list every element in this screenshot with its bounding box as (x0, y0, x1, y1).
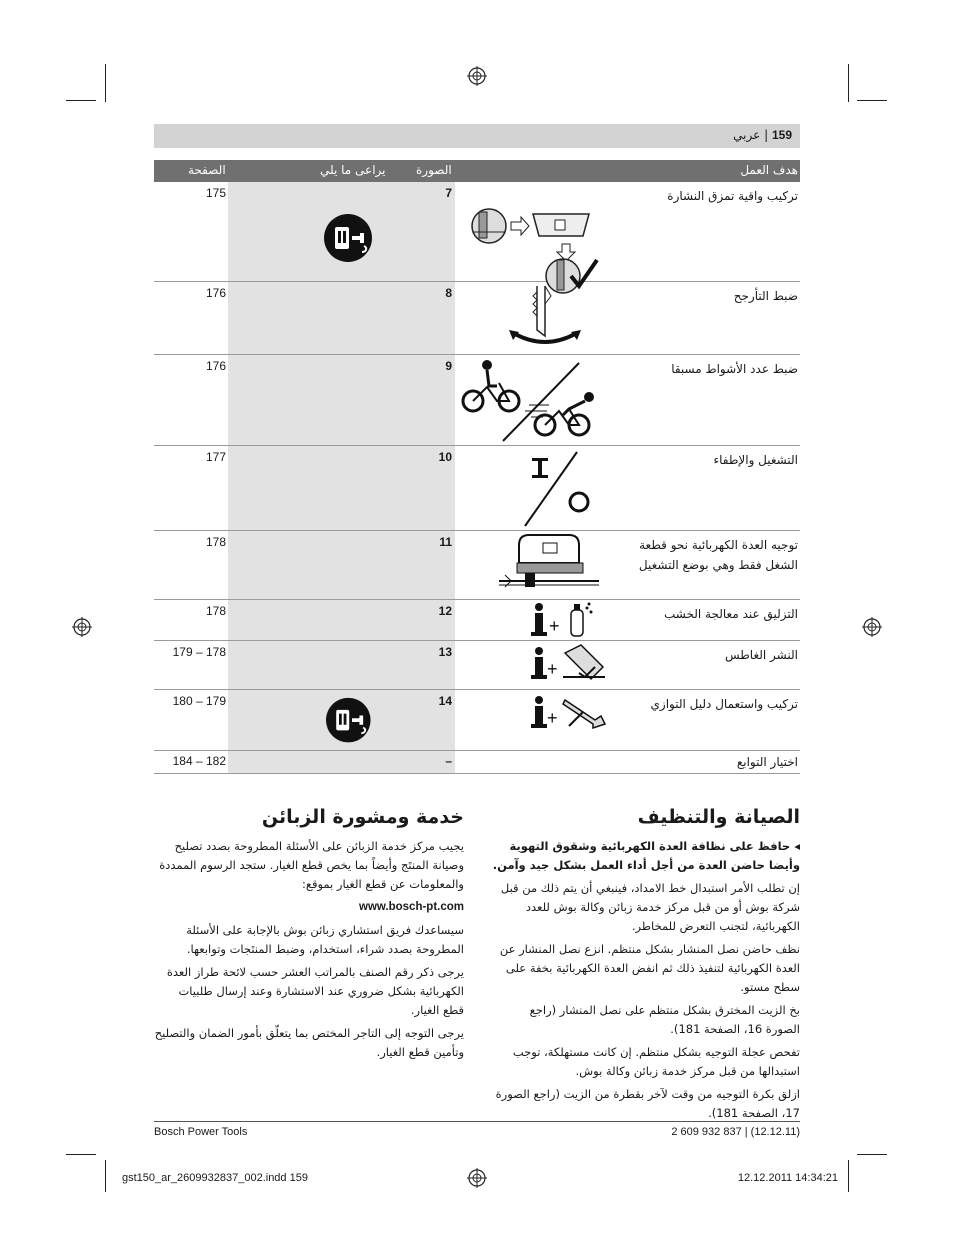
service-paragraph: يرجى التوجه إلى التاجر المختص بما يتعلّق بأمور الضمان والتصليح وتأمين قطع الغيار. (154, 1026, 464, 1059)
maintenance-section (492, 808, 800, 1127)
row-page: 184 – 182 (172, 754, 226, 768)
table-row (154, 531, 800, 600)
language-label: عربي (733, 128, 761, 142)
row-figure: 7 (445, 186, 452, 200)
row-figure: 11 (439, 535, 452, 549)
svg-text:+: + (547, 708, 558, 728)
row-page: 176 (205, 359, 226, 373)
registration-mark-icon (862, 617, 882, 637)
unplug-note-icon (322, 212, 382, 268)
row-figure: 12 (438, 604, 452, 618)
footer-brand: Bosch Power Tools (154, 1126, 248, 1138)
lubricant-info-icon (459, 602, 609, 638)
service-title: خدمة ومشورة الزبائن (261, 806, 464, 828)
row-goal: التشغيل والإطفاء (713, 453, 798, 467)
maintenance-paragraph: ازلق بكرة التوجيه من وقت لآخر بقطرة من الزيت (راجع الصورة 17، الصفحة 181). (495, 1087, 800, 1120)
table-row (154, 690, 800, 751)
svg-text:+: + (549, 616, 560, 636)
registration-mark-icon (467, 66, 487, 86)
row-figure: 9 (445, 359, 452, 373)
row-page: 178 (205, 535, 226, 549)
row-goal: ضبط التأرجح (733, 289, 798, 303)
registration-mark-icon (467, 1168, 487, 1188)
col-header-goal: هدف العمل (740, 163, 798, 177)
slug-file: gst150_ar_2609932837_002.indd 159 (122, 1172, 308, 1184)
table-row (154, 282, 800, 355)
slug-date: 12.12.2011 14:34:21 (737, 1172, 838, 1184)
row-figure: 8 (445, 286, 452, 300)
stroke-rate-icon (459, 359, 609, 443)
maintenance-paragraph: بخ الزيت المخترق بشكل منتظم على نصل المنشار (راجع الصورة 16، الصفحة 181). (529, 1003, 800, 1036)
row-goal: اختيار التوابع (736, 755, 798, 769)
table-row (154, 446, 800, 531)
row-figure: 14 (438, 694, 452, 708)
page-number: 159 (771, 128, 792, 142)
customer-service-section (154, 808, 464, 1066)
service-paragraph: يجيب مركز خدمة الزبائن على الأسئلة المطروحة بصدد تصليح وصيانة المنتَج وأيضاً بما يخص قطع الغيار. ستجد الرسوم الممددة والمعلومات عن قطع الغيار بموقع: (159, 839, 464, 891)
page-header: 159 | عربي (154, 124, 800, 148)
maintenance-paragraph: إن تطلب الأمر استبدال خط الامداد، فينبغي أن يتم ذلك من قبل شركة بوش أو من قبل مركز خدمة زبائن وكالة بوش للعدد الكهربائية، لتجنب التعرض للمخاطر. (500, 881, 800, 933)
row-goal: ضبط عدد الأشواط مسبقا (671, 362, 798, 376)
table-row (154, 600, 800, 641)
orbital-action-icon (459, 284, 609, 350)
service-website-link[interactable]: www.bosch-pt.com (359, 901, 464, 913)
row-page: 180 – 179 (172, 694, 226, 708)
row-page: 178 (205, 604, 226, 618)
table-header (154, 160, 800, 182)
table-row (154, 182, 800, 282)
service-paragraph: يرجى ذكر رقم الصنف بالمراتب العشر حسب لائحة طراز العدة الكهربائية بشكل ضروري عند الاستشارة وعند إرسال طلبيات قطع الغيار. (166, 965, 464, 1017)
registration-mark-icon (72, 617, 92, 637)
footer-doc-number: 2 609 932 837 | (12.12.11) (671, 1126, 800, 1138)
row-goal: تركيب واستعمال دليل التوازي (650, 697, 798, 711)
maintenance-title: الصيانة والتنظيف (637, 806, 800, 828)
jigsaw-icon (459, 533, 609, 597)
row-goal: توجيه العدة الكهربائية نحو قطعة الشغل فقط وهي بوضع التشغيل (638, 538, 798, 572)
plunge-cut-info-icon (459, 643, 609, 685)
row-goal: التزليق عند معالجة الخشب (664, 607, 798, 621)
col-header-figure: الصورة (416, 163, 452, 177)
row-goal: النشر الغاطس (724, 648, 798, 662)
service-paragraph: سيساعدك فريق استشاري زبائن بوش بالإجابة على الأسئلة المطروحة بصدد شراء، استخدام، وضبط المنتَجات وتوابعها. (186, 923, 464, 956)
col-header-page: الصفحة (188, 163, 226, 177)
row-figure: 13 (438, 645, 452, 659)
work-goals-table (154, 160, 800, 774)
parallel-guide-info-icon (459, 692, 609, 734)
row-page: 176 (205, 286, 226, 300)
maintenance-bullet: حافظ على نظافة العدة الكهربائية وشقوق التهوية وأيضا حاضن العدة من أجل أداء العمل بشكل جيد وآمن. (492, 839, 800, 872)
maintenance-paragraph: نظف حاضن نصل المنشار بشكل منتظم. انزع نصل المنشار عن العدة الكهربائية لتنفيذ ذلك ثم انفض العدة الكهربائية بخفة على سطح مستو. (499, 942, 800, 994)
row-page: 179 – 178 (172, 645, 226, 659)
maintenance-paragraph: تفحص عجلة التوجيه بشكل منتظم. إن كانت مستهلكة، توجب استبدالها من قبل مركز خدمة زبائن وكالة بوش. (512, 1045, 800, 1078)
table-row (154, 751, 800, 774)
col-header-note: يراعى ما يلي (320, 163, 386, 177)
row-goal: تركيب واقية تمزق النشارة (667, 189, 798, 203)
bullet-marker-icon: ◂ (790, 839, 800, 853)
on-off-icon (459, 448, 609, 528)
table-row (154, 641, 800, 690)
row-figure: 10 (438, 450, 452, 464)
svg-text:+: + (547, 659, 558, 679)
table-row (154, 355, 800, 446)
row-page: 175 (205, 186, 226, 200)
unplug-note-icon (322, 696, 382, 748)
row-figure: – (445, 754, 452, 768)
row-page: 177 (205, 450, 226, 464)
